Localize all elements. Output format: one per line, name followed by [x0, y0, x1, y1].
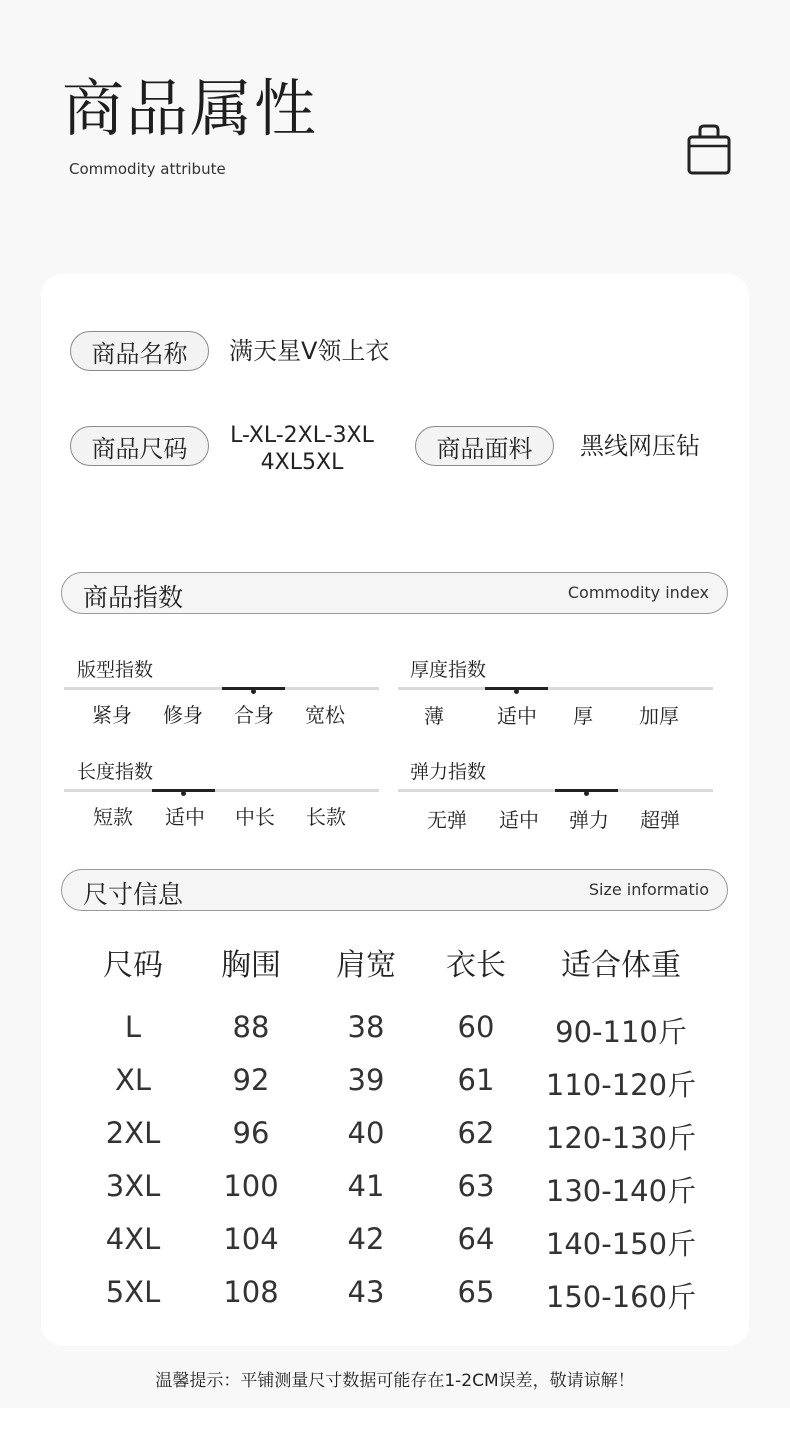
length-index-track	[64, 789, 379, 792]
page-subtitle: Commodity attribute	[69, 160, 226, 178]
weight-cell: 110-120斤	[545, 1068, 697, 1102]
size-cell: 2XL	[105, 1116, 161, 1150]
weight-cell: 120-130斤	[545, 1121, 697, 1155]
length-cell: 64	[457, 1222, 495, 1256]
commodity-index-title: 商品指数	[83, 583, 184, 612]
size-info-title: 尺寸信息	[83, 880, 184, 909]
product-name-label: 商品名称	[70, 331, 209, 371]
length-cell: 65	[457, 1275, 495, 1309]
size-header-cell: 胸围	[221, 948, 281, 983]
size-cell: 4XL	[105, 1222, 161, 1256]
length-cell: 60	[457, 1010, 495, 1044]
commodity-index-subtitle: Commodity index	[567, 583, 709, 602]
bust-cell: 100	[223, 1169, 279, 1203]
shoulder-cell: 40	[347, 1116, 385, 1150]
thickness-option: 厚	[573, 704, 593, 728]
size-value-line1: L-XL-2XL-3XL	[230, 423, 374, 448]
shoulder-cell: 38	[347, 1010, 385, 1044]
length-cell: 61	[457, 1063, 495, 1097]
size-cell: L	[124, 1010, 142, 1044]
elasticity-index-label: 弹力指数	[410, 761, 487, 783]
elasticity-option-selected: 弹力	[569, 808, 609, 832]
bust-cell: 96	[232, 1116, 270, 1150]
thickness-index-label: 厚度指数	[410, 659, 487, 681]
product-size-label: 商品尺码	[70, 426, 209, 466]
elasticity-option: 无弹	[427, 808, 467, 832]
product-fabric-value: 黑线网压钻	[580, 432, 700, 460]
thickness-index-selected-dot	[514, 689, 519, 694]
elasticity-option: 适中	[499, 808, 539, 832]
length-option: 短款	[93, 805, 133, 829]
fit-index-selected-dot	[251, 689, 256, 694]
bust-cell: 88	[232, 1010, 270, 1044]
commodity-index-bar	[61, 572, 728, 614]
thickness-index-track	[398, 687, 713, 690]
fit-option: 宽松	[305, 703, 345, 727]
fit-option-selected: 合身	[234, 703, 274, 727]
shoulder-cell: 39	[347, 1063, 385, 1097]
thickness-option: 加厚	[639, 704, 679, 728]
length-option-selected: 适中	[165, 805, 205, 829]
bust-cell: 104	[223, 1222, 279, 1256]
length-cell: 62	[457, 1116, 495, 1150]
length-option: 中长	[235, 805, 275, 829]
thickness-option: 薄	[424, 704, 444, 728]
size-info-bar	[61, 869, 728, 911]
page-title: 商品属性	[62, 72, 319, 145]
size-header-cell: 适合体重	[561, 948, 681, 983]
weight-cell: 90-110斤	[555, 1015, 687, 1049]
fit-index-label: 版型指数	[77, 659, 154, 681]
size-header-cell: 肩宽	[336, 948, 396, 983]
fit-option: 紧身	[92, 703, 132, 727]
length-index-label: 长度指数	[77, 761, 154, 783]
weight-cell: 140-150斤	[545, 1227, 697, 1261]
shoulder-cell: 41	[347, 1169, 385, 1203]
elasticity-index-selected-dot	[584, 791, 589, 796]
bust-cell: 92	[232, 1063, 270, 1097]
shoulder-cell: 43	[347, 1275, 385, 1309]
thickness-option-selected: 适中	[497, 704, 537, 728]
measurement-note: 温馨提示：平铺测量尺寸数据可能存在1-2CM误差，敬请谅解！	[155, 1371, 635, 1391]
shoulder-cell: 42	[347, 1222, 385, 1256]
bottom-strip	[0, 1408, 790, 1437]
elasticity-option: 超弹	[640, 808, 680, 832]
product-name-value: 满天星V领上衣	[229, 337, 390, 365]
size-cell: 3XL	[105, 1169, 161, 1203]
length-cell: 63	[457, 1169, 495, 1203]
length-option: 长款	[306, 805, 346, 829]
size-cell: 5XL	[105, 1275, 161, 1309]
size-info-subtitle: Size informatio	[588, 880, 709, 899]
size-header-cell: 尺码	[103, 948, 163, 983]
product-size-value	[222, 422, 382, 476]
shopping-bag-icon	[686, 124, 732, 176]
fit-option: 修身	[163, 703, 203, 727]
bust-cell: 108	[223, 1275, 279, 1309]
size-value-line2: 4XL5XL	[260, 450, 344, 475]
weight-cell: 130-140斤	[545, 1174, 697, 1208]
size-header-cell: 衣长	[446, 948, 506, 983]
product-fabric-label: 商品面料	[415, 426, 554, 466]
length-index-selected-dot	[181, 791, 186, 796]
size-cell: XL	[114, 1063, 152, 1097]
weight-cell: 150-160斤	[545, 1280, 697, 1314]
